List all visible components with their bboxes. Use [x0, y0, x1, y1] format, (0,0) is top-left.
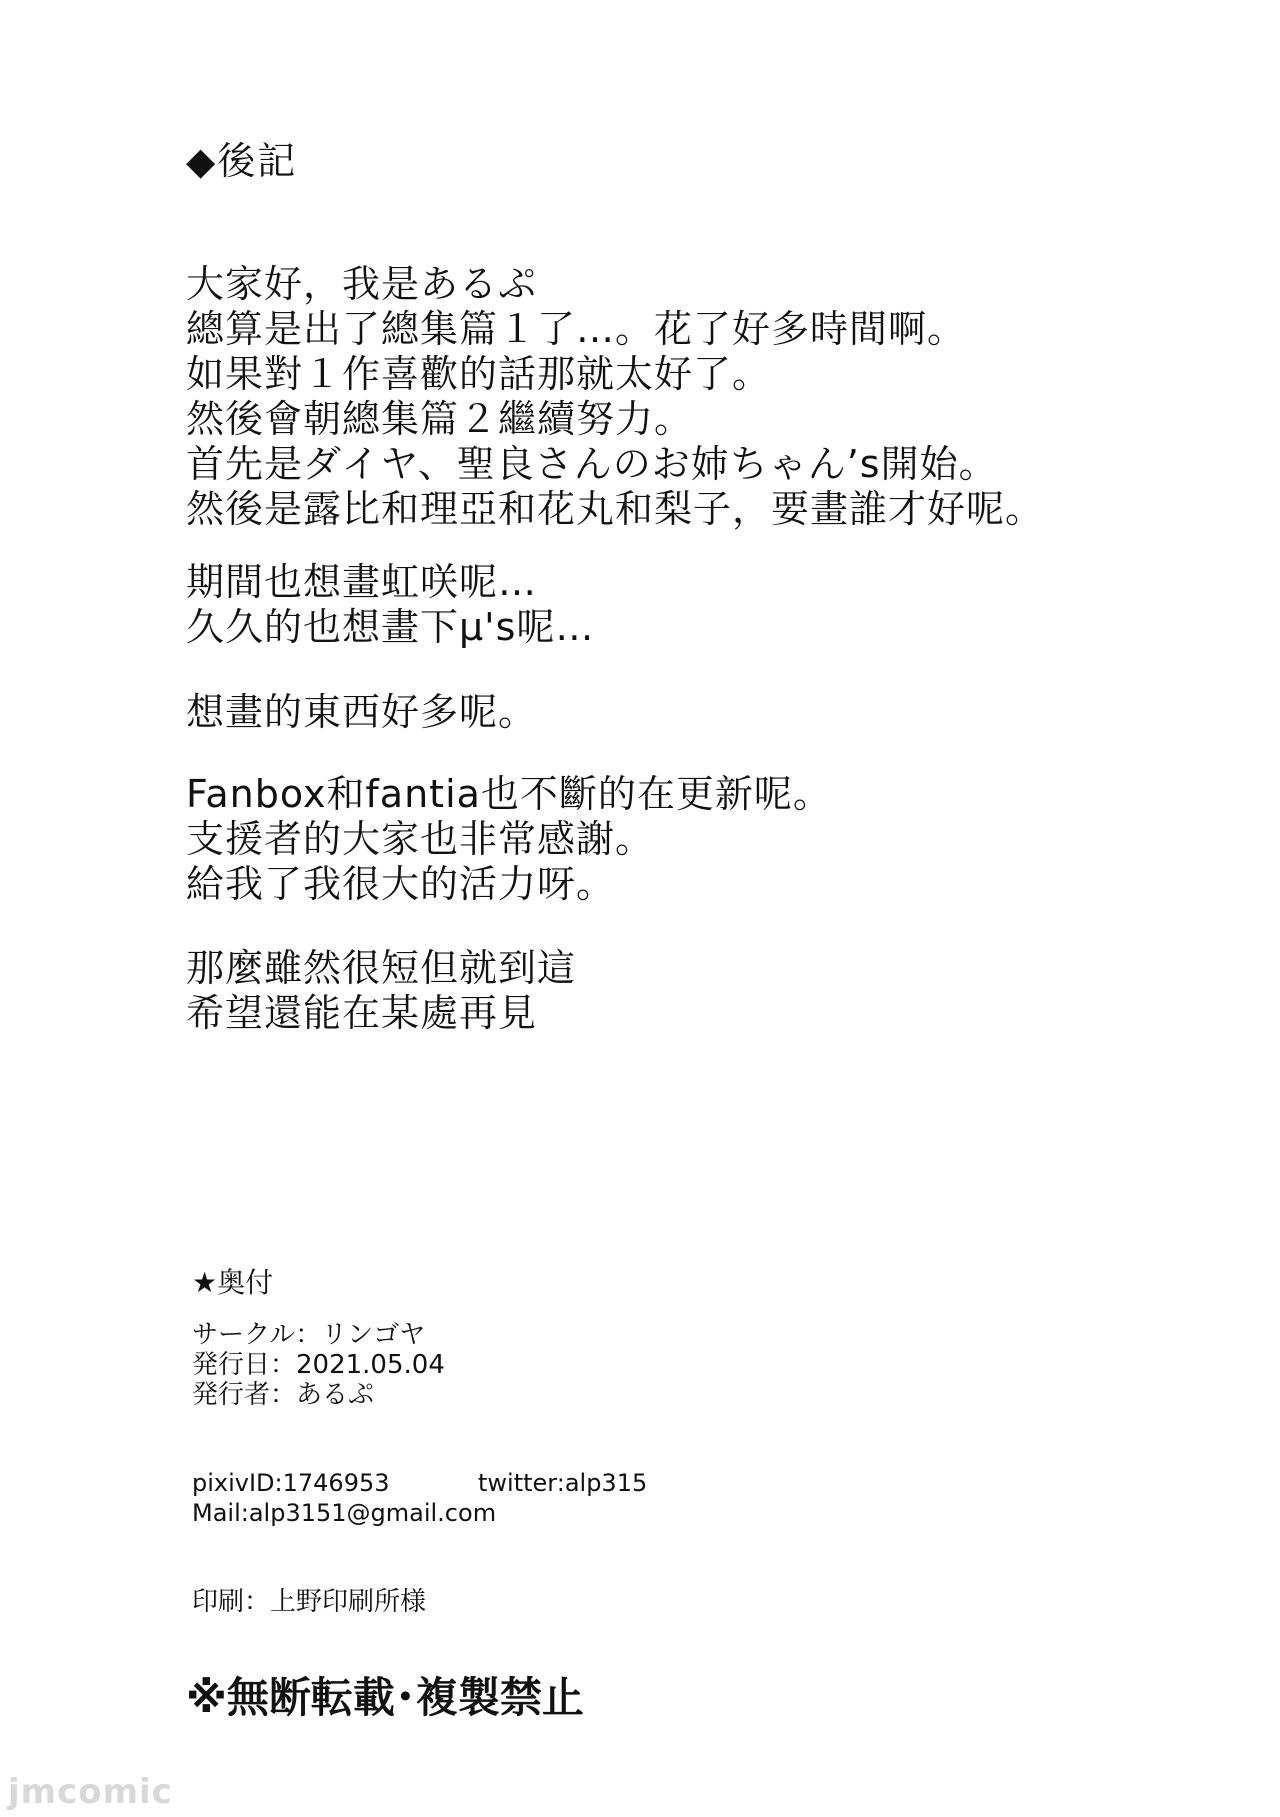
circle-name: サークル：リンゴヤ [192, 1320, 426, 1350]
watermark-logo: jmcomic [8, 1772, 173, 1812]
text-line: 然後是露比和理亞和花丸和梨子，要畫誰才好呢。 [186, 487, 1045, 531]
printer-credit: 印刷：上野印刷所様 [192, 1587, 427, 1617]
afterword-paragraph [186, 946, 576, 1036]
no-reprint-notice: ※無断転載･複製禁止 [186, 1673, 584, 1722]
text-line: 希望還能在某處再見 [186, 991, 538, 1035]
afterword-heading: ◆後記 [186, 139, 298, 183]
colophon-heading: ★奥付 [192, 1266, 274, 1299]
colophon-info [192, 1320, 445, 1410]
mail-address: Mail:alp3151@gmail.com [192, 1499, 497, 1527]
publisher-name: 発行者：あるぷ [192, 1380, 375, 1410]
text-line: 總算是出了總集篇１了…。花了好多時間啊。 [186, 307, 967, 351]
text-line: 大家好，我是あるぷ [186, 262, 538, 306]
afterword-paragraph [186, 560, 594, 650]
text-line: 支援者的大家也非常感謝。 [186, 817, 655, 861]
text-line: 然後會朝總集篇２繼續努力。 [186, 397, 694, 441]
twitter-handle: twitter:alp315 [478, 1469, 648, 1497]
text-line: 期間也想畫虹咲呢… [186, 560, 538, 604]
text-line: 那麼雖然很短但就到這 [186, 946, 577, 990]
afterword-paragraph [186, 772, 832, 907]
afterword-paragraph [186, 690, 537, 735]
text-line: 想畫的東西好多呢。 [186, 690, 538, 734]
text-line: 首先是ダイヤ、聖良さんのお姉ちゃん’s開始。 [186, 442, 998, 486]
text-line: 給我了我很大的活力呀。 [186, 862, 616, 906]
afterword-paragraph [186, 262, 1044, 532]
text-line: 如果對１作喜歡的話那就太好了。 [186, 352, 772, 396]
pixiv-id: pixivID:1746953 [192, 1469, 390, 1497]
publish-date: 発行日：2021.05.04 [192, 1350, 445, 1380]
text-line: Fanbox和fantia也不斷的在更新呢。 [186, 772, 832, 816]
text-line: 久久的也想畫下μ's呢… [186, 605, 595, 649]
